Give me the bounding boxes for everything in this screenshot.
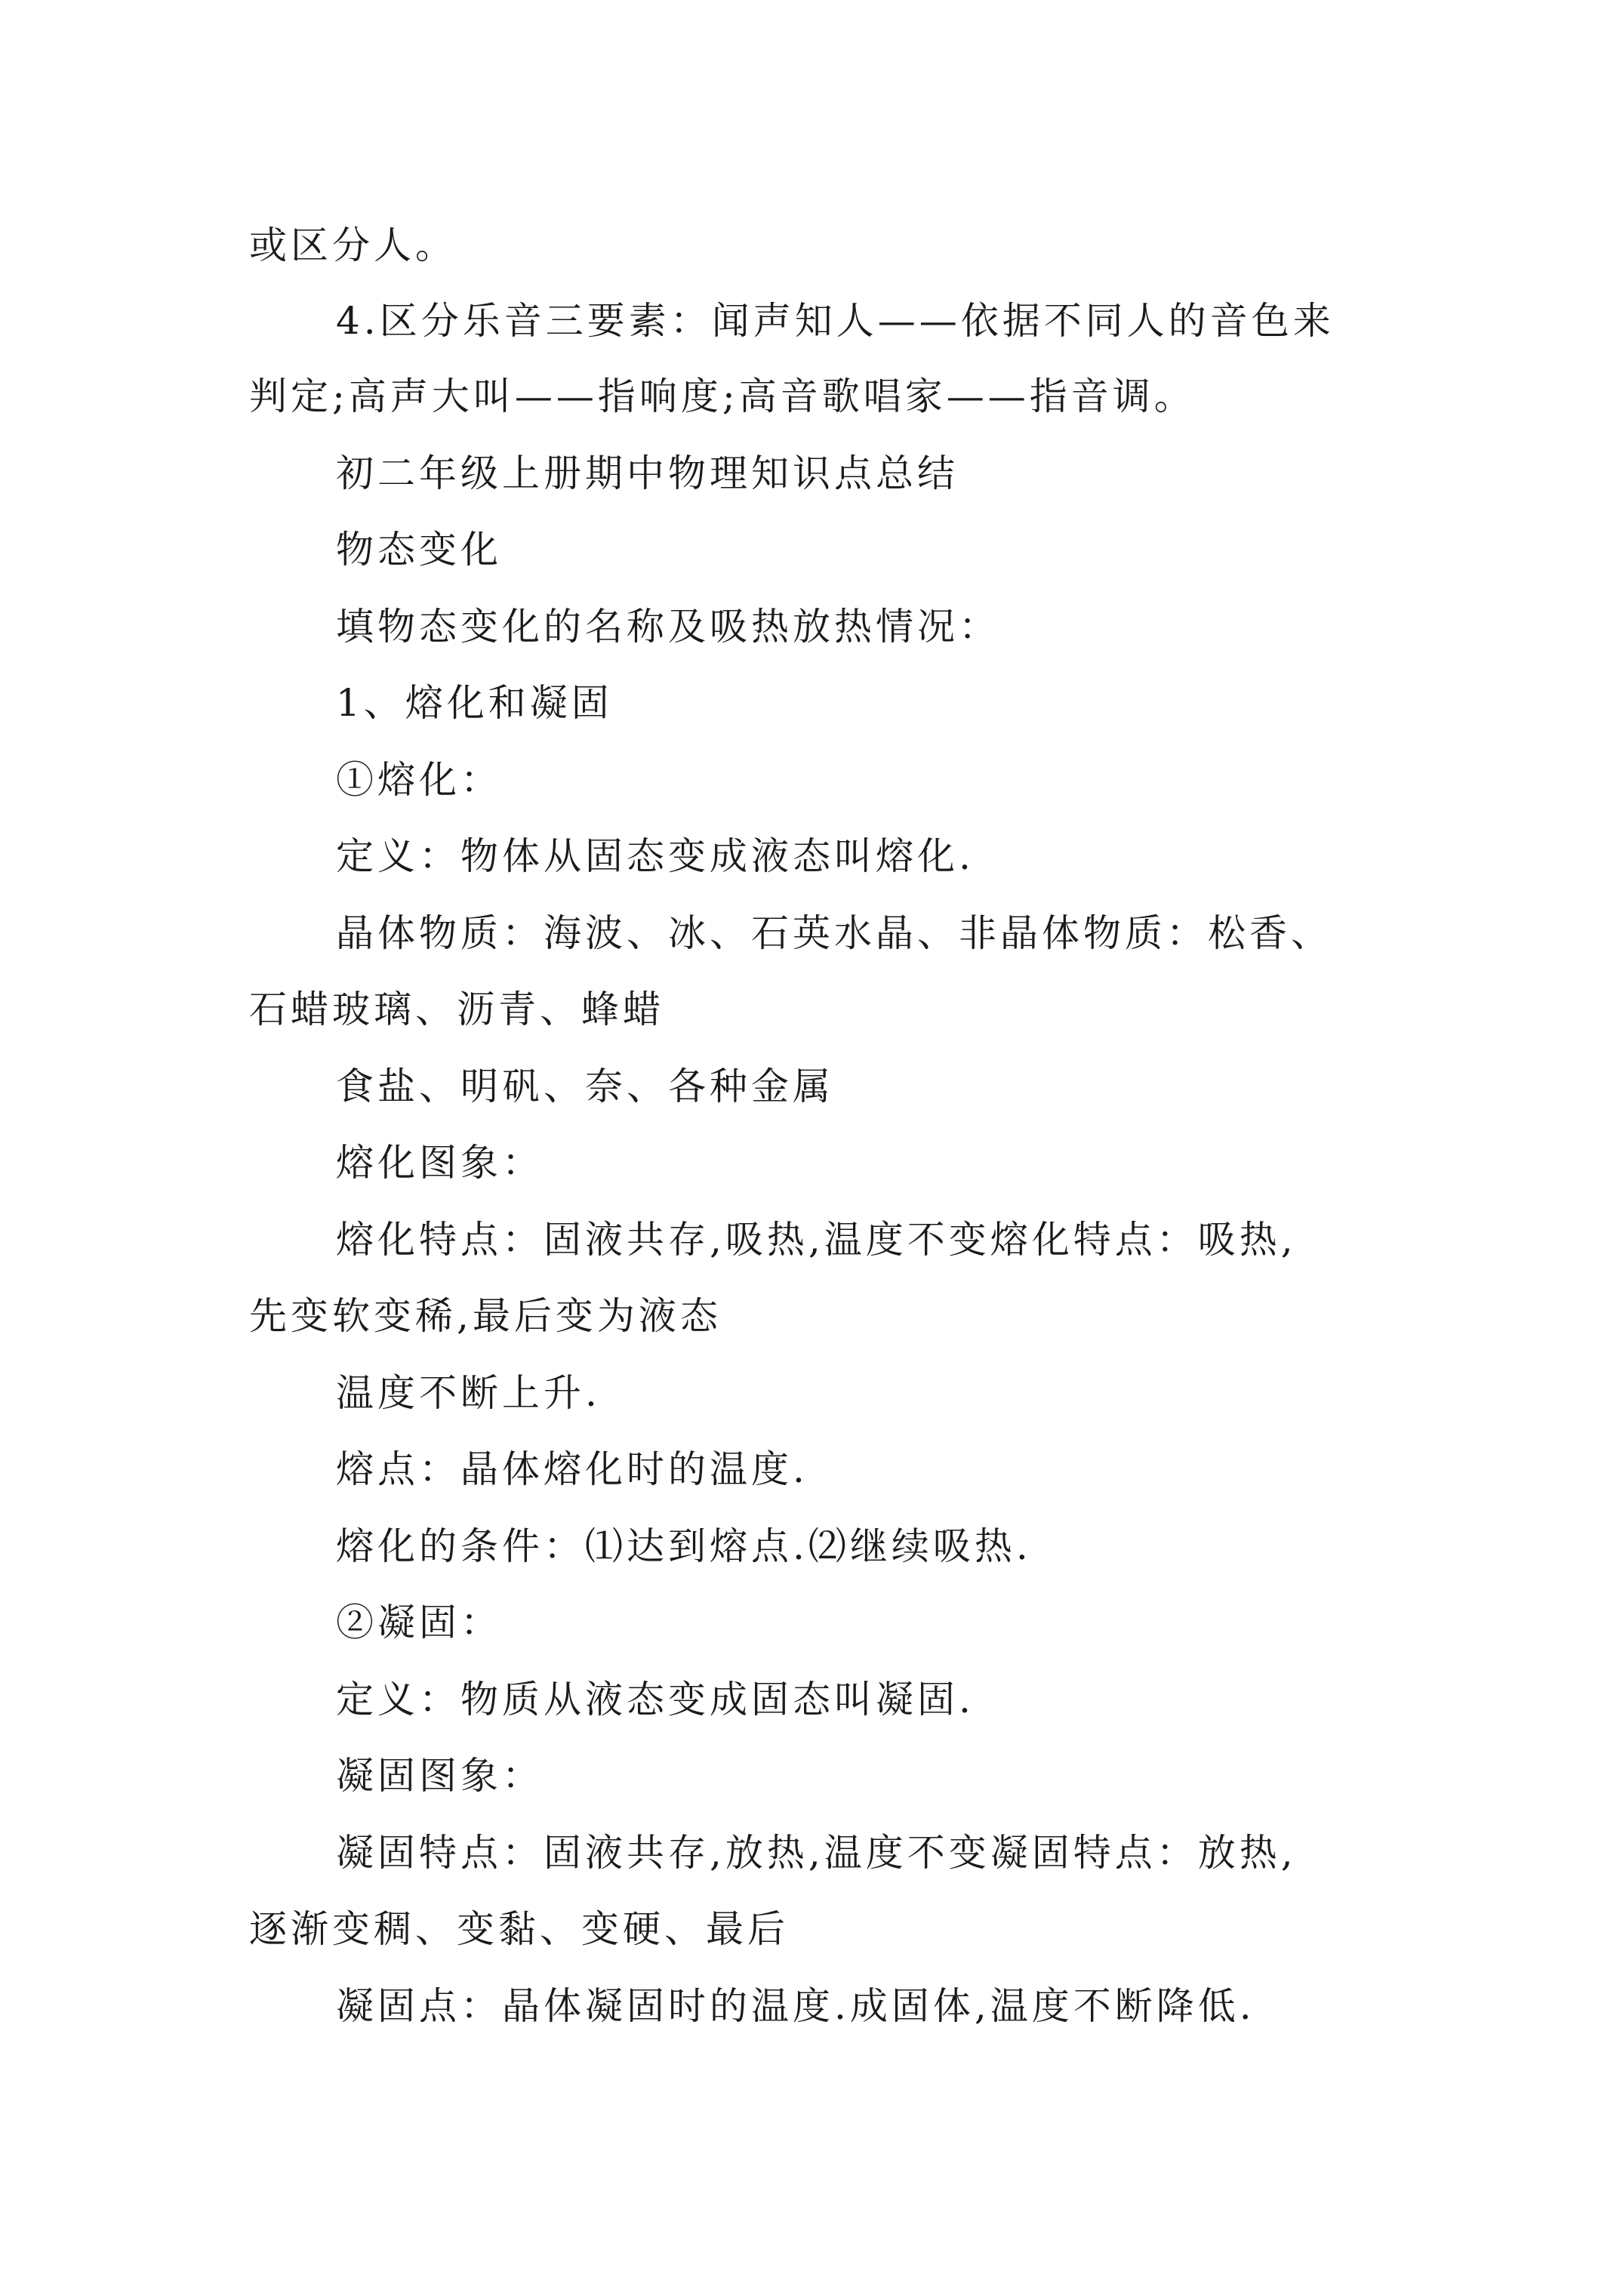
text-line: 或区分人。 — [249, 223, 457, 267]
subsection-heading: 1、熔化和凝固 — [336, 681, 613, 725]
text-line: 4.区分乐音三要素：闻声知人——依据不同人的音色来 — [336, 299, 1335, 343]
text-line: 熔化的条件：⑴达到熔点.⑵继续吸热. — [336, 1524, 1032, 1568]
text-line: 凝固图象： — [336, 1754, 544, 1798]
text-line: 判定;高声大叫——指响度;高音歌唱家——指音调。 — [249, 374, 1196, 418]
subsection-heading: ②凝固： — [336, 1601, 502, 1644]
text-line: 熔化图象： — [336, 1141, 544, 1185]
text-line: 石蜡玻璃、沥青、蜂蜡 — [249, 988, 664, 1031]
text-line: 凝固特点：固液共存,放热,温度不变凝固特点：放热, — [336, 1831, 1297, 1875]
text-line: 熔点：晶体熔化时的温度. — [336, 1447, 808, 1491]
text-line: 定义：物体从固态变成液态叫熔化. — [336, 834, 975, 878]
section-heading: 初二年级上册期中物理知识点总结 — [336, 451, 959, 495]
subsection-heading: ①熔化： — [336, 758, 502, 802]
text-line: 填物态变化的名称及吸热放热情况： — [336, 605, 1000, 649]
text-line: 逐渐变稠、变黏、变硬、最后 — [249, 1907, 789, 1951]
text-line: 温度不断上升. — [336, 1371, 601, 1415]
text-line: 凝固点：晶体凝固时的温度.成固体,温度不断降低. — [336, 1984, 1255, 2028]
text-line: 熔化特点：固液共存,吸热,温度不变熔化特点：吸热, — [336, 1218, 1297, 1262]
section-heading: 物态变化 — [336, 528, 502, 572]
text-line: 食盐、明矾、奈、各种金属 — [336, 1065, 834, 1108]
text-line: 定义：物质从液态变成固态叫凝固. — [336, 1678, 975, 1721]
text-line: 晶体物质：海波、冰、石英水晶、非晶体物质：松香、 — [336, 911, 1332, 955]
text-line: 先变软变稀,最后变为液态 — [249, 1294, 722, 1338]
